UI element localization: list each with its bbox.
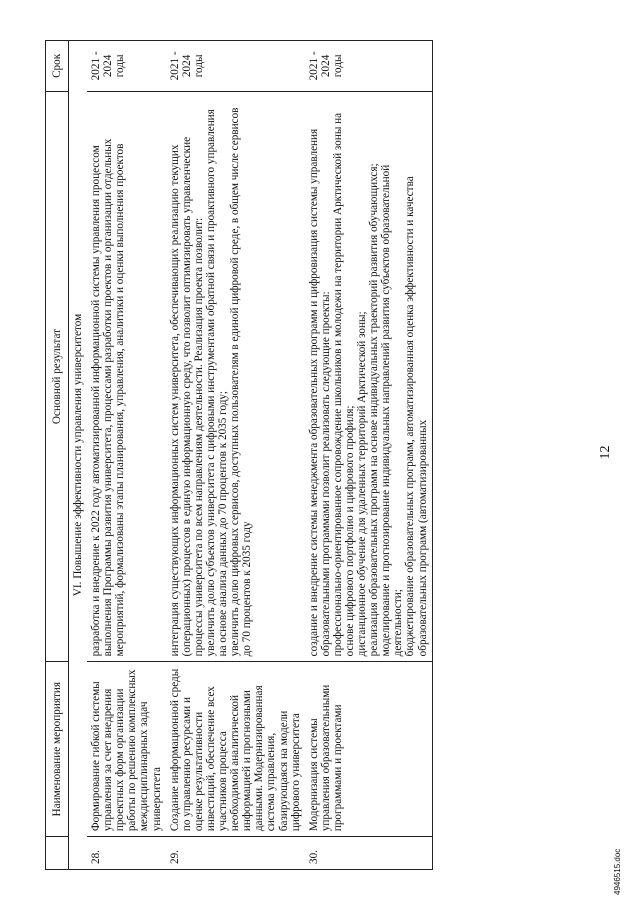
result-paragraph: интеграция существующих информационных систем университета, обеспечивающих реализацию текущих (операционных) процессов в единую информационную среду, что позволит оптимизировать управленческие процессы университета по всем направлениям деятельности. Реализация проекта позволит:: [168, 136, 205, 657]
header-number: [46, 837, 69, 870]
result-paragraph: моделирование и прогнозирование индивидуальных направлений развития субъектов образовательной деятельности;: [380, 164, 405, 657]
row-number: 29.: [166, 837, 305, 870]
header-term: Срок: [46, 41, 69, 92]
footer-filename: 4946515.doc: [613, 848, 622, 895]
result-paragraph: создание и внедрение системы менеджмента образовательных программ и цифровизация системы управления образовательными программами позволит реализовать следующие проекты:: [307, 128, 332, 657]
row-number: 28.: [87, 837, 166, 870]
header-name: Наименование мероприятия: [46, 662, 69, 837]
result-paragraph: реализация образовательных программ на основе индивидуальных траекторий развития обучающихся;: [368, 163, 381, 657]
activities-table: [45, 40, 433, 870]
table-row: [166, 41, 305, 870]
result-paragraph: увеличить долю субъектов университета с цифровыми инструментами обратной связи и проактивного управления на основе анализа данных до 70 процентов к 2035 году;: [204, 109, 230, 657]
row-result: [166, 91, 305, 662]
result-paragraph: дистанционное обучение для удаленных территорий Арктической зоны;: [356, 311, 369, 657]
table-header-row: [46, 41, 69, 870]
result-paragraph: профессионально-ориентированное сопровождение школьников и молодежи на территории Арктической зоны на основе цифрового портфолио и цифрового профиля;: [331, 112, 356, 657]
row-name: Формирование гибкой системы управления за счет внедрения проектных форм организации работы по решению комплексных междисциплинарных задач университета: [87, 662, 166, 837]
row-number: 30.: [305, 837, 432, 870]
row-term: 2021 - 2024 годы: [166, 41, 305, 92]
table-row: [87, 41, 166, 870]
row-result: [87, 91, 166, 662]
result-paragraph: разработка и внедрение к 2022 году автоматизированной информационной системы управления процессом выполнения Программы развития университета, процессами разработки проектов и организации отдельных мероприятий, формализованы этапы планирования, управления, аналитики и оценки выполнения проектов: [90, 138, 127, 657]
section-title: VI. Повышение эффективности управления университетом: [69, 41, 88, 870]
result-paragraph: бюджетирование образовательных программ, автоматизированная оценка эффективности и качества образовательных программ (автоматизированных: [404, 176, 429, 657]
page-number: 12: [598, 445, 613, 460]
header-result: Основной результат: [46, 91, 69, 662]
section-row: [69, 41, 88, 870]
result-paragraph: увеличить долю цифровых сервисов, доступных пользователям в единой цифровой среде, в общем числе сервисов до 70 процентов к 2035 году: [229, 107, 254, 657]
row-term: 2021 - 2024 годы: [305, 41, 432, 92]
row-name: Создание информационной среды по управлению ресурсами и оценке результативности инвестиций, обеспечение всех участников процесса необходимой аналитической информацией и прогнозными данными. Модернизированная система управления, базирующаяся на модели цифрового университета: [166, 662, 305, 837]
table-row: [305, 41, 432, 870]
row-result: [305, 91, 432, 662]
row-name: Модернизация системы управления образовательными программами и проектами: [305, 662, 432, 837]
row-term: 2021 - 2024 годы: [87, 41, 166, 92]
